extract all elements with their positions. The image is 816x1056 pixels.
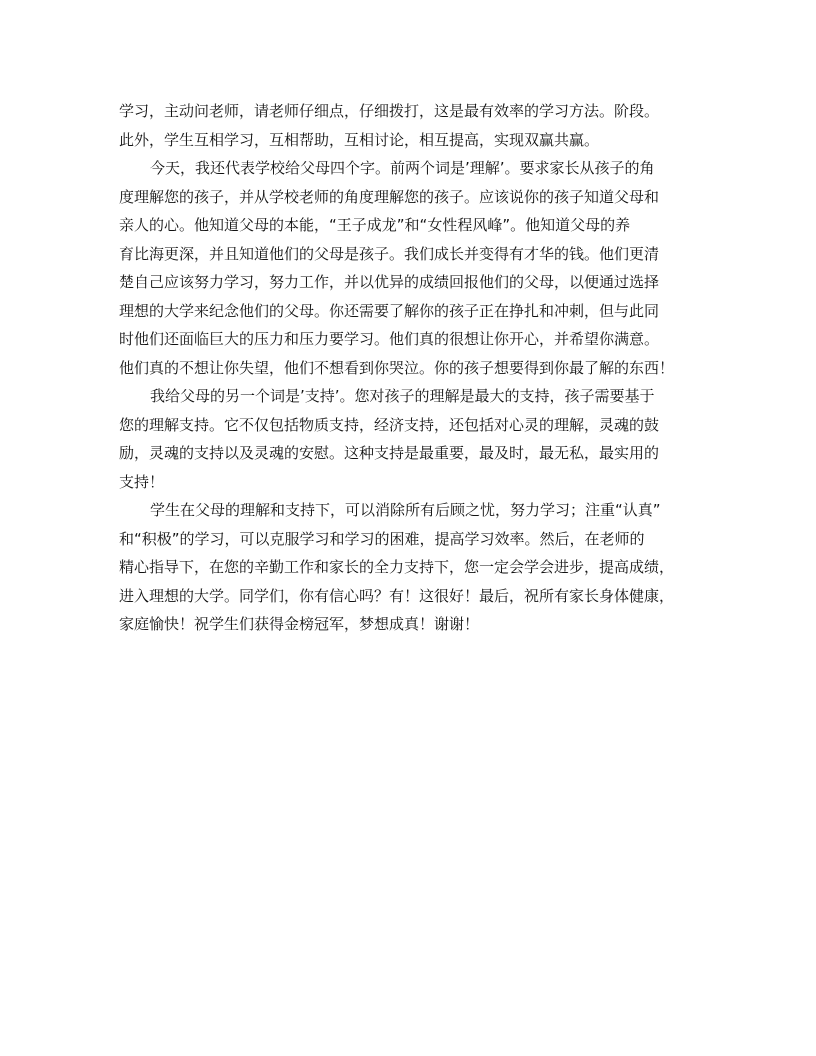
text-line: 理想的大学来纪念他们的父母。你还需要了解你的孩子正在挣扎和冲刺，但与此同 bbox=[119, 301, 660, 320]
text-line: 家庭愉快！祝学生们获得金榜冠军，梦想成真！谢谢！ bbox=[119, 615, 480, 633]
text-line: 学习，主动问老师，请老师仔细点，仔细拨打，这是最有效率的学习方法。阶段。 bbox=[119, 102, 660, 120]
text-line: 您的理解支持。它不仅包括物质支持，经济支持，还包括对心灵的理解，灵魂的鼓 bbox=[119, 415, 660, 434]
text-line: 时他们还面临巨大的压力和压力要学习。他们真的很想让你开心，并希望你满意。 bbox=[119, 330, 660, 348]
text-line: 育比海更深，并且知道他们的父母是孩子。我们成长并变得有才华的钱。他们更清 bbox=[119, 244, 660, 263]
text-line: 支持！ bbox=[119, 472, 165, 491]
paragraph-start-line: 我给父母的另一个词是’支持’。您对孩子的理解是最大的支持，孩子需要基于 bbox=[150, 387, 655, 405]
text-line: 励，灵魂的支持以及灵魂的安慰。这种支持是最重要，最及时，最无私，最实用的 bbox=[119, 444, 660, 462]
paragraph-start-line: 今天，我还代表学校给父母四个字。前两个词是’理解’。要求家长从孩子的角 bbox=[150, 159, 655, 177]
text-line: 度理解您的孩子，并从学校老师的角度理解您的孩子。应该说你的孩子知道父母和 bbox=[119, 187, 660, 206]
text-line: 他们真的不想让你失望，他们不想看到你哭泣。你的孩子想要得到你最了解的东西！ bbox=[119, 358, 675, 377]
text-line: 此外，学生互相学习，互相帮助，互相讨论，相互提高，实现双赢共赢。 bbox=[119, 130, 600, 149]
paragraph-start-line: 学生在父母的理解和支持下，可以消除所有后顾之忧，努力学习；注重“认真” bbox=[150, 501, 661, 519]
document-body bbox=[119, 97, 701, 639]
text-line: 进入理想的大学。同学们，你有信心吗？有！这很好！最后，祝所有家长身体健康， bbox=[119, 586, 675, 605]
text-line: 精心指导下，在您的辛勤工作和家长的全力支持下，您一定会学会进步，提高成绩， bbox=[119, 558, 675, 576]
text-line: 亲人的心。他知道父母的本能，“王子成龙”和“女性程风峰”。他知道父母的养 bbox=[119, 216, 631, 234]
text-line: 楚自己应该努力学习，努力工作，并以优异的成绩回报他们的父母，以便通过选择 bbox=[119, 273, 660, 291]
text-line: 和“积极”的学习，可以克服学习和学习的困难，提高学习效率。然后，在老师的 bbox=[119, 529, 645, 548]
